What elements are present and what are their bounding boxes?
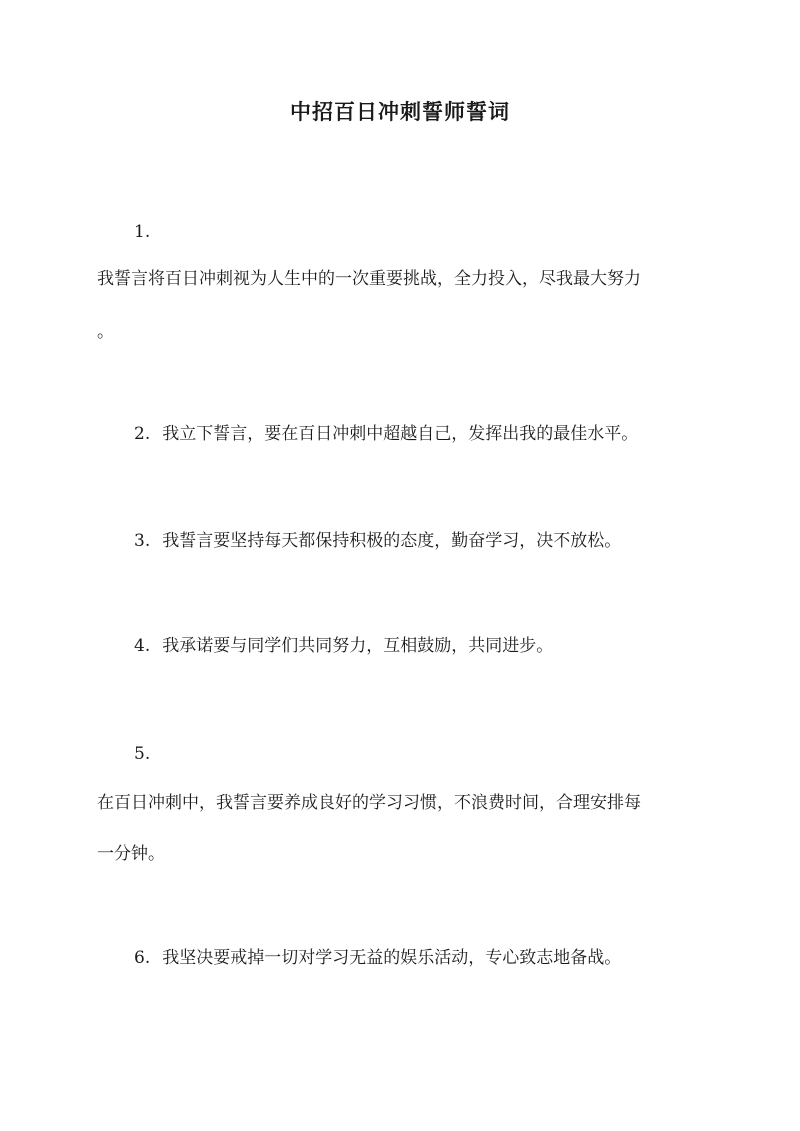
item-3 bbox=[134, 529, 621, 553]
item-1-line-1: 我誓言将百日冲刺视为人生中的一次重要挑战，全力投入，尽我最大努力 bbox=[97, 269, 641, 289]
item-5-line-1: 在百日冲刺中，我誓言要养成良好的学习习惯，不浪费时间，合理安排每 bbox=[97, 793, 641, 813]
item-1-number: 1. bbox=[134, 222, 151, 242]
item-4 bbox=[134, 634, 553, 658]
item-1-line-2: 。 bbox=[97, 322, 114, 342]
item-2-text: 我立下誓言，要在百日冲刺中超越自己，发挥出我的最佳水平。 bbox=[162, 424, 639, 444]
item-3-number: 3. bbox=[134, 531, 151, 551]
document-title: 中招百日冲刺誓师誓词 bbox=[290, 99, 510, 124]
item-6-number: 6. bbox=[134, 948, 151, 968]
item-4-number: 4. bbox=[134, 636, 151, 656]
item-6 bbox=[134, 946, 621, 970]
item-6-text: 我坚决要戒掉一切对学习无益的娱乐活动，专心致志地备战。 bbox=[162, 948, 622, 968]
item-5-number: 5. bbox=[134, 744, 151, 764]
item-2-number: 2. bbox=[134, 424, 151, 444]
item-4-text: 我承诺要与同学们共同努力，互相鼓励，共同进步。 bbox=[162, 636, 554, 656]
item-3-text: 我誓言要坚持每天都保持积极的态度，勤奋学习，决不放松。 bbox=[162, 531, 622, 551]
item-2 bbox=[134, 422, 638, 446]
item-5-line-2: 一分钟。 bbox=[97, 844, 165, 864]
